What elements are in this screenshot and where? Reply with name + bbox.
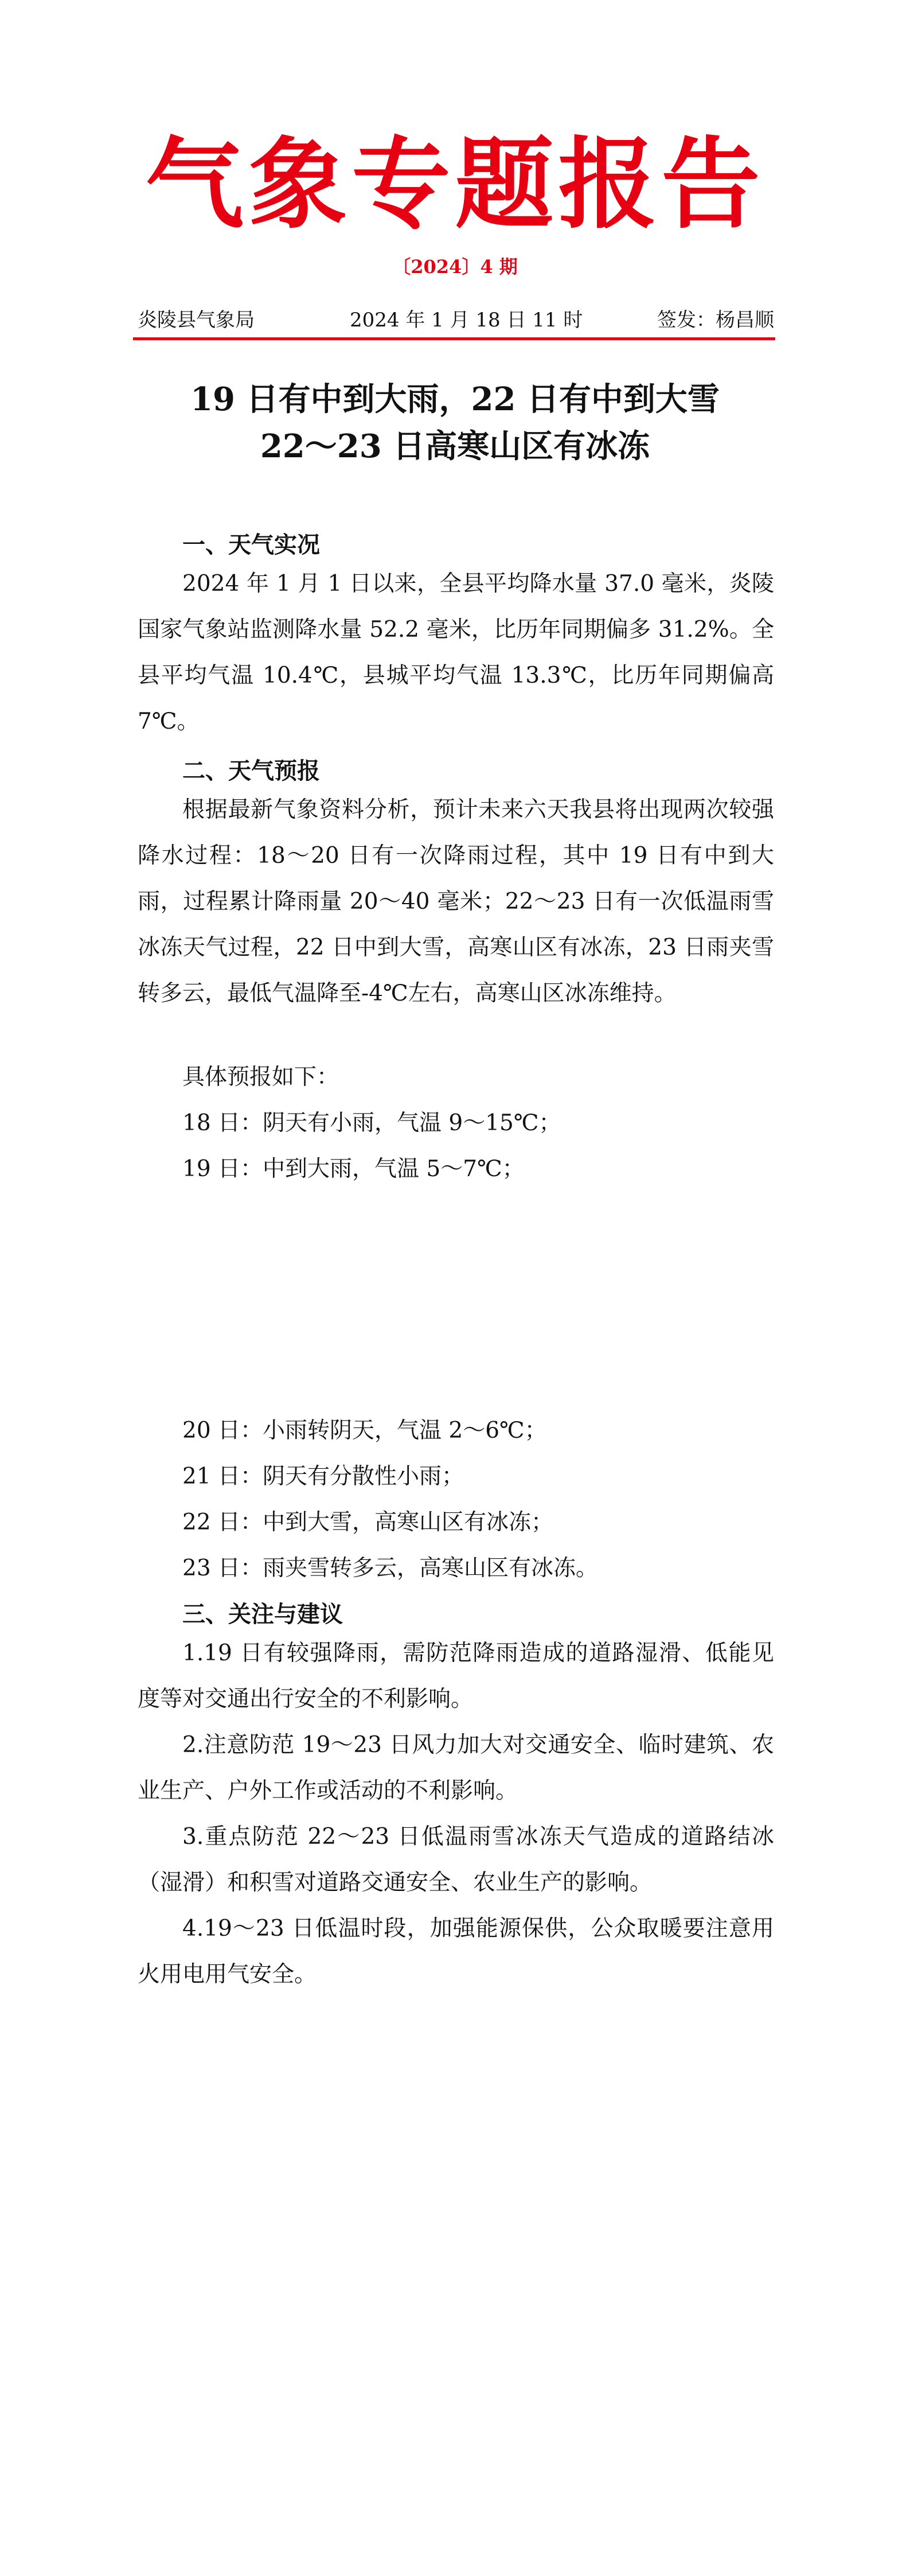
issue-datetime: 2024 年 1 月 18 日 11 时 bbox=[350, 309, 583, 332]
masthead-divider bbox=[133, 337, 775, 340]
forecast-paragraph bbox=[138, 787, 774, 1017]
advice-item: 4.19～23 日低温时段，加强能源保供，公众取暖要注意用火用电用气安全。 bbox=[138, 1916, 774, 1987]
observations-paragraph bbox=[138, 561, 774, 745]
masthead-title: 气象专题报告 bbox=[145, 127, 765, 242]
forecast-day-23: 23 日：雨夹雪转多云，高寒山区有冰冻。 bbox=[182, 1555, 599, 1581]
observations-text: 2024 年 1 月 1 日以来，全县平均降水量 37.0 毫米，炎陵国家气象站监测降水量 52.2 毫米，比历年同期偏多 31.2%。全县平均气温 10.4℃，县城平均气温 13.3℃，比历年同期偏高 7℃。 bbox=[138, 571, 774, 734]
section-title-advice: 三、关注与建议 bbox=[182, 1601, 343, 1628]
advice-item: 1.19 日有较强降雨，需防范降雨造成的道路湿滑、低能见度等对交通出行安全的不利影响。 bbox=[138, 1640, 774, 1712]
section-title-forecast: 二、天气预报 bbox=[182, 758, 320, 784]
headline-line-1: 19 日有中到大雨，22 日有中到大雪 bbox=[190, 380, 720, 418]
forecast-day-18: 18 日：阴天有小雨，气温 9～15℃； bbox=[182, 1110, 561, 1136]
forecast-text: 根据最新气象资料分析，预计未来六天我县将出现两次较强降水过程：18～20 日有一次降雨过程，其中 19 日有中到大雨，过程累计降雨量 20～40 毫米；22～23 日有一次低温雨雪冰冻天气过程，22 日中到大雪，高寒山区有冰冻，23 日雨夹雪转多云，最低气温降至-4℃左右，高寒山区冰冻维持。 bbox=[138, 797, 774, 1006]
issuer-label: 炎陵县气象局 bbox=[138, 309, 255, 332]
section-title-observations: 一、天气实况 bbox=[182, 532, 320, 558]
forecast-day-19: 19 日：中到大雨，气温 5～7℃； bbox=[182, 1156, 525, 1182]
signer-label: 签发：杨昌顺 bbox=[657, 309, 774, 332]
advice-item: 2.注意防范 19～23 日风力加大对交通安全、临时建筑、农业生产、户外工作或活动的不利影响。 bbox=[138, 1732, 774, 1804]
meta-row bbox=[138, 304, 774, 333]
headline-line-2: 22～23 日高寒山区有冰冻 bbox=[260, 427, 650, 465]
advice-list bbox=[138, 1631, 774, 1998]
forecast-day-22: 22 日：中到大雪，高寒山区有冰冻； bbox=[182, 1509, 554, 1535]
forecast-day-20: 20 日：小雨转阴天，气温 2～6℃； bbox=[182, 1418, 547, 1443]
issue-number: 〔2024〕4 期 bbox=[392, 256, 518, 278]
forecast-day-21: 21 日：阴天有分散性小雨； bbox=[182, 1464, 464, 1489]
forecast-intro: 具体预报如下： bbox=[182, 1064, 339, 1090]
advice-item: 3.重点防范 22～23 日低温雨雪冰冻天气造成的道路结冰（湿滑）和积雪对道路交通安全、农业生产的影响。 bbox=[138, 1824, 774, 1896]
